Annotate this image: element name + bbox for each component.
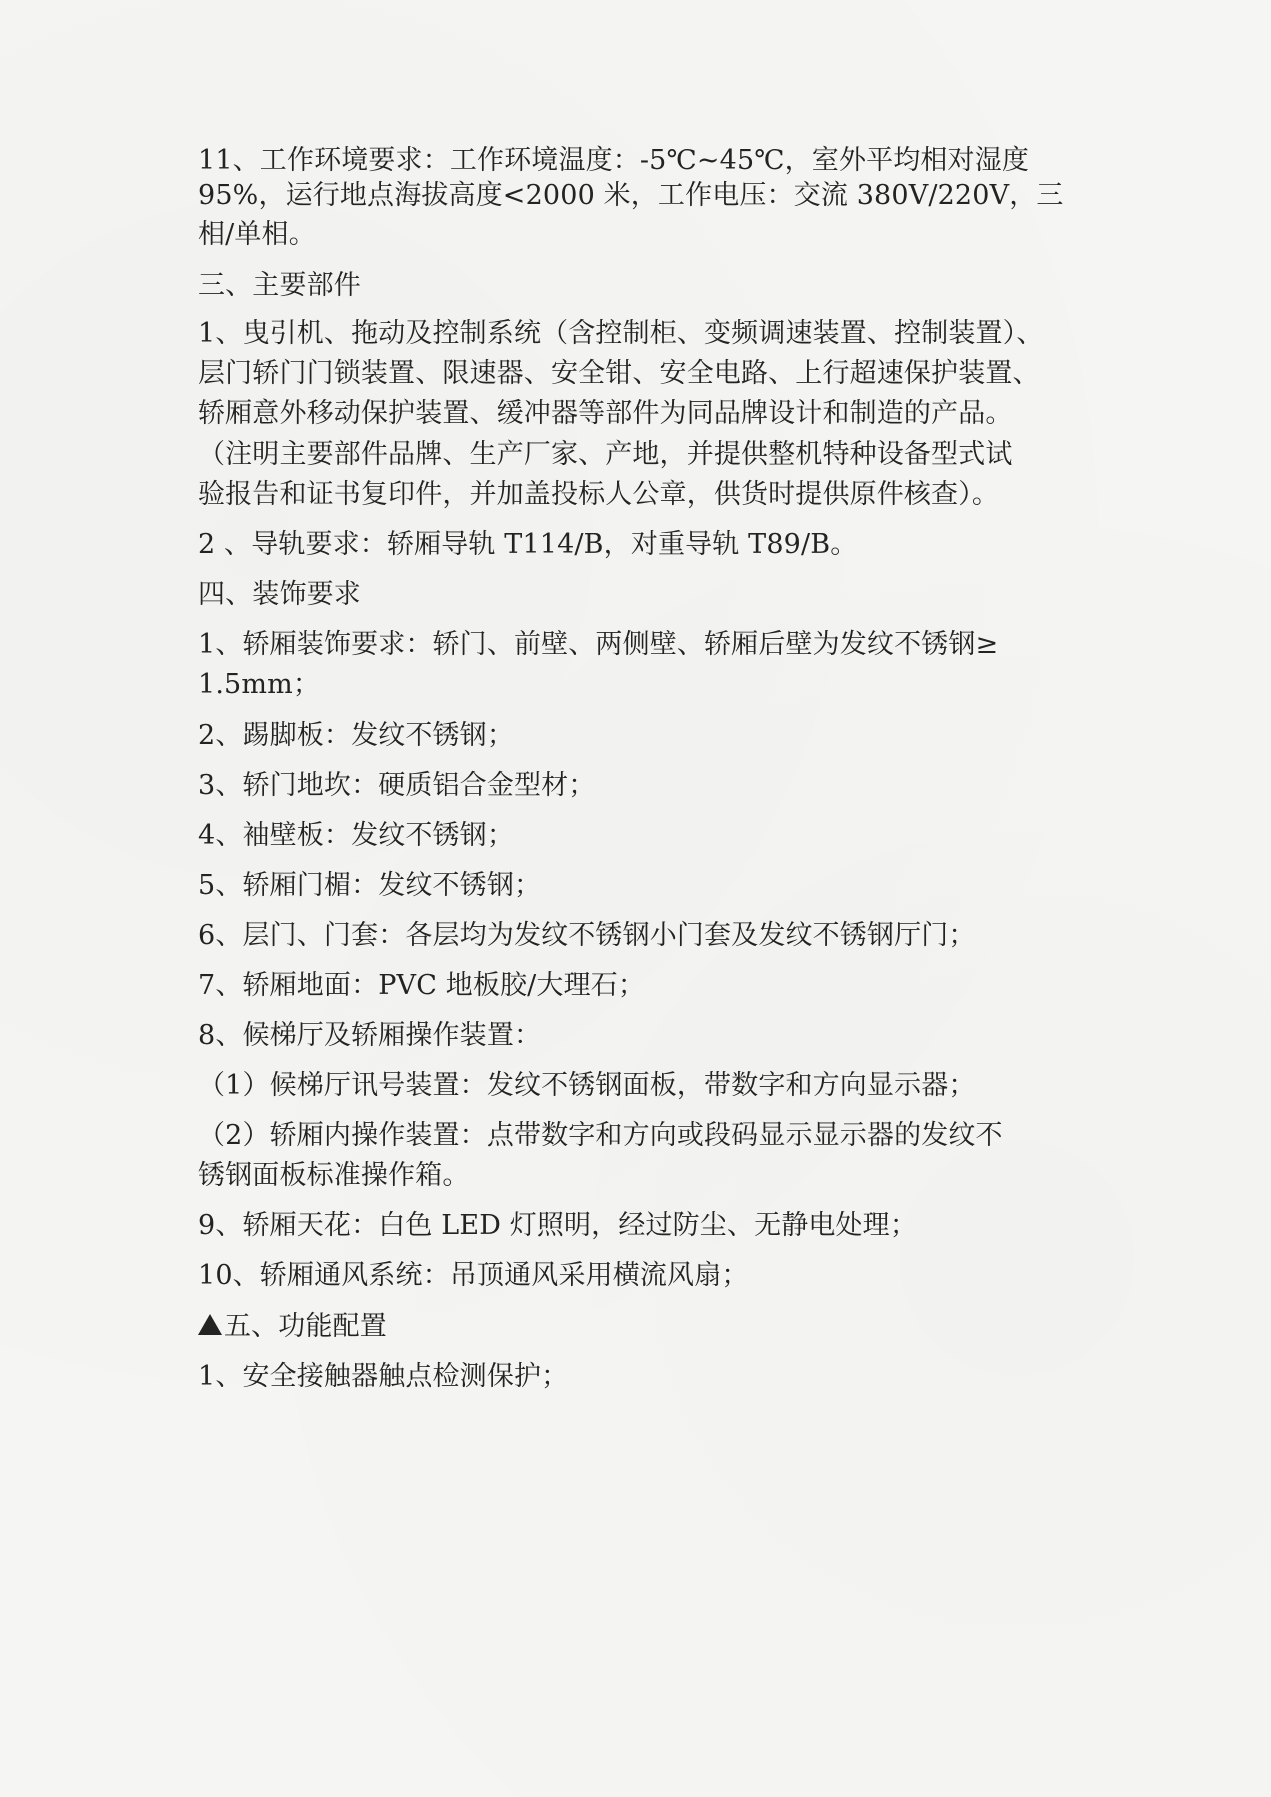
text-line: 10、轿厢通风系统：吊顶通风采用横流风扇；	[198, 1260, 749, 1291]
text-line: 8、候梯厅及轿厢操作装置：	[198, 1020, 542, 1051]
text-line: 2、踢脚板：发纹不锈钢；	[198, 720, 514, 751]
text-line: （2）轿厢内操作装置：点带数字和方向或段码显示显示器的发纹不	[198, 1120, 1003, 1151]
text-line: 1、曳引机、拖动及控制系统（含控制柜、变频调速装置、控制装置）、	[198, 318, 1044, 349]
text-line: （注明主要部件品牌、生产厂家、产地，并提供整机特种设备型式试	[198, 439, 1013, 470]
section-heading: 四、装饰要求	[198, 579, 361, 610]
text-line: 95%，运行地点海拔高度<2000 米，工作电压：交流 380V/220V，三	[198, 180, 1064, 211]
text-line: 相/单相。	[198, 219, 316, 250]
text-line: 1.5mm；	[198, 669, 321, 700]
text-line: 9、轿厢天花：白色 LED 灯照明，经过防尘、无静电处理；	[198, 1210, 917, 1241]
text-line: 6、层门、门套：各层均为发纹不锈钢小门套及发纹不锈钢厅门；	[198, 920, 976, 951]
text-line: 3、轿门地坎：硬质铝合金型材；	[198, 770, 596, 801]
text-line: 5、轿厢门楣：发纹不锈钢；	[198, 870, 542, 901]
triangle-icon	[198, 1314, 222, 1335]
text-line: 轿厢意外移动保护装置、缓冲器等部件为同品牌设计和制造的产品。	[198, 398, 1013, 429]
text-line: 层门轿门门锁装置、限速器、安全钳、安全电路、上行超速保护装置、	[198, 358, 1040, 389]
text-line: 4、袖壁板：发纹不锈钢；	[198, 820, 514, 851]
section-heading	[198, 1309, 387, 1345]
section-heading: 三、主要部件	[198, 270, 361, 301]
text-line: 2 、导轨要求：轿厢导轨 T114/B，对重导轨 T89/B。	[198, 529, 858, 560]
text-line: 11、工作环境要求：工作环境温度：-5℃~45℃，室外平均相对湿度	[198, 145, 1029, 176]
text-line: 1、轿厢装饰要求：轿门、前壁、两侧壁、轿厢后壁为发纹不锈钢≥	[198, 629, 999, 660]
text-line: 1、安全接触器触点检测保护；	[198, 1361, 569, 1392]
section-heading-text: 五、功能配置	[224, 1311, 387, 1342]
text-line: 7、轿厢地面：PVC 地板胶/大理石；	[198, 970, 646, 1001]
text-line: （1）候梯厅讯号装置：发纹不锈钢面板，带数字和方向显示器；	[198, 1070, 976, 1101]
text-line: 验报告和证书复印件，并加盖投标人公章，供货时提供原件核查）。	[198, 479, 999, 510]
text-line: 锈钢面板标准操作箱。	[198, 1160, 470, 1191]
